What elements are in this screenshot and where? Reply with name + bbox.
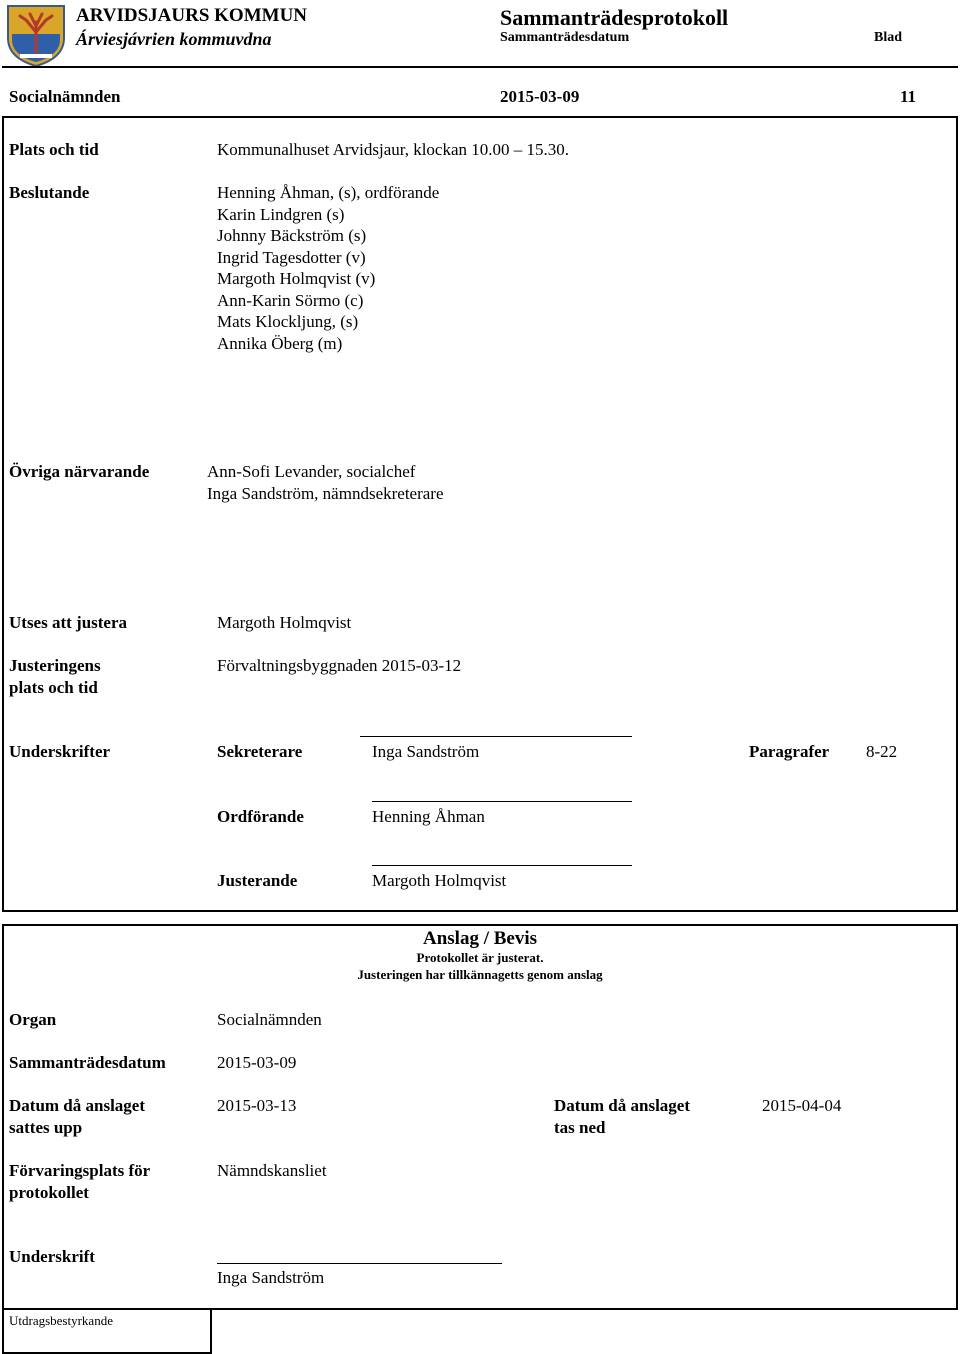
secretary-signature-line [360, 736, 632, 737]
adjuster-sign-name: Margoth Holmqvist [372, 871, 507, 890]
secretary-label: Sekreterare [217, 742, 303, 761]
storage-label-line2: protokollet [9, 1182, 89, 1202]
storage-label [9, 1160, 150, 1203]
removed-label-line1: Datum då anslaget [554, 1096, 691, 1115]
chair-name: Henning Åhman [372, 807, 485, 826]
organ-value: Socialnämnden [217, 1010, 322, 1029]
signature-label: Underskrift [9, 1247, 95, 1266]
notice-title: Anslag / Bevis [422, 928, 538, 949]
meeting-date-label: Sammanträdesdatum [9, 1053, 166, 1072]
chair-label: Ordförande [217, 807, 304, 826]
meeting-date-value: 2015-03-09 [217, 1053, 297, 1072]
attendance-box [2, 116, 958, 912]
place-time-label: Plats och tid [9, 140, 99, 159]
adjuster-sign-label: Justerande [217, 871, 298, 890]
notice-line1: Protokollet är justerat. [416, 950, 544, 965]
list-item: Annika Öberg (m) [217, 333, 343, 353]
extract-label: Utdragsbestyrkande [9, 1313, 113, 1328]
adjuster-label: Utses att justera [9, 613, 128, 632]
others-list [207, 461, 444, 504]
paragraphs-value: 8-22 [866, 742, 898, 761]
adjuster-value: Margoth Holmqvist [217, 613, 352, 632]
date-header-label: Sammanträdesdatum [500, 30, 630, 45]
notice-signature-name: Inga Sandström [217, 1268, 325, 1287]
paragraphs-label: Paragrafer [749, 742, 830, 761]
list-item: Mats Klockljung, (s) [217, 312, 359, 331]
posted-label-line1: Datum då anslaget [9, 1096, 146, 1115]
posted-label-line2: sattes upp [9, 1117, 83, 1137]
place-time-value: Kommunalhuset Arvidsjaur, klockan 10.00 – 15.30. [217, 140, 570, 159]
municipal-crest [6, 4, 66, 68]
posted-value: 2015-03-13 [217, 1096, 297, 1115]
list-item: Ann-Karin Sörmo (c) [217, 290, 364, 310]
adjust-place-label-line2: plats och tid [9, 677, 98, 697]
adjust-place-value: Förvaltningsbyggnaden 2015-03-12 [217, 656, 462, 675]
organ-label: Organ [9, 1010, 57, 1029]
list-item: Henning Åhman, (s), ordförande [217, 183, 440, 202]
storage-label-line1: Förvaringsplats för [9, 1161, 151, 1180]
committee-name: Socialnämnden [9, 87, 121, 106]
removed-label [554, 1095, 690, 1138]
list-item: Ann-Sofi Levander, socialchef [207, 462, 416, 481]
list-item: Karin Lindgren (s) [217, 204, 345, 224]
posted-label [9, 1095, 145, 1138]
adjust-place-label-line1: Justeringens [9, 656, 101, 675]
header-rule-top [2, 66, 958, 68]
org-name: ARVIDSJAURS KOMMUN [76, 5, 308, 26]
signatures-label: Underskrifter [9, 742, 111, 761]
doc-type-title: Sammanträdesprotokoll [500, 5, 729, 30]
list-item: Inga Sandström, nämndsekreterare [207, 483, 444, 503]
others-label: Övriga närvarande [9, 462, 150, 481]
page-header-label: Blad [874, 30, 903, 45]
adjust-place-label [9, 655, 101, 698]
notice-signature-line [217, 1263, 502, 1264]
chair-signature-line [372, 801, 632, 802]
secretary-name: Inga Sandström [372, 742, 480, 761]
page-number: 11 [900, 87, 917, 106]
removed-label-line2: tas ned [554, 1117, 606, 1137]
notice-line2: Justeringen har tillkännagetts genom anslag [357, 967, 603, 982]
org-name-sami: Árviesjávrien kommuvdna [76, 29, 272, 49]
list-item: Johnny Bäckström (s) [217, 226, 367, 245]
storage-value: Nämndskansliet [217, 1161, 327, 1180]
list-item: Ingrid Tagesdotter (v) [217, 247, 366, 267]
list-item: Margoth Holmqvist (v) [217, 269, 376, 288]
deciding-list [217, 182, 439, 354]
removed-value: 2015-04-04 [762, 1096, 842, 1115]
adjuster-signature-line [372, 865, 632, 866]
meeting-date: 2015-03-09 [500, 87, 580, 106]
deciding-label: Beslutande [9, 183, 90, 202]
